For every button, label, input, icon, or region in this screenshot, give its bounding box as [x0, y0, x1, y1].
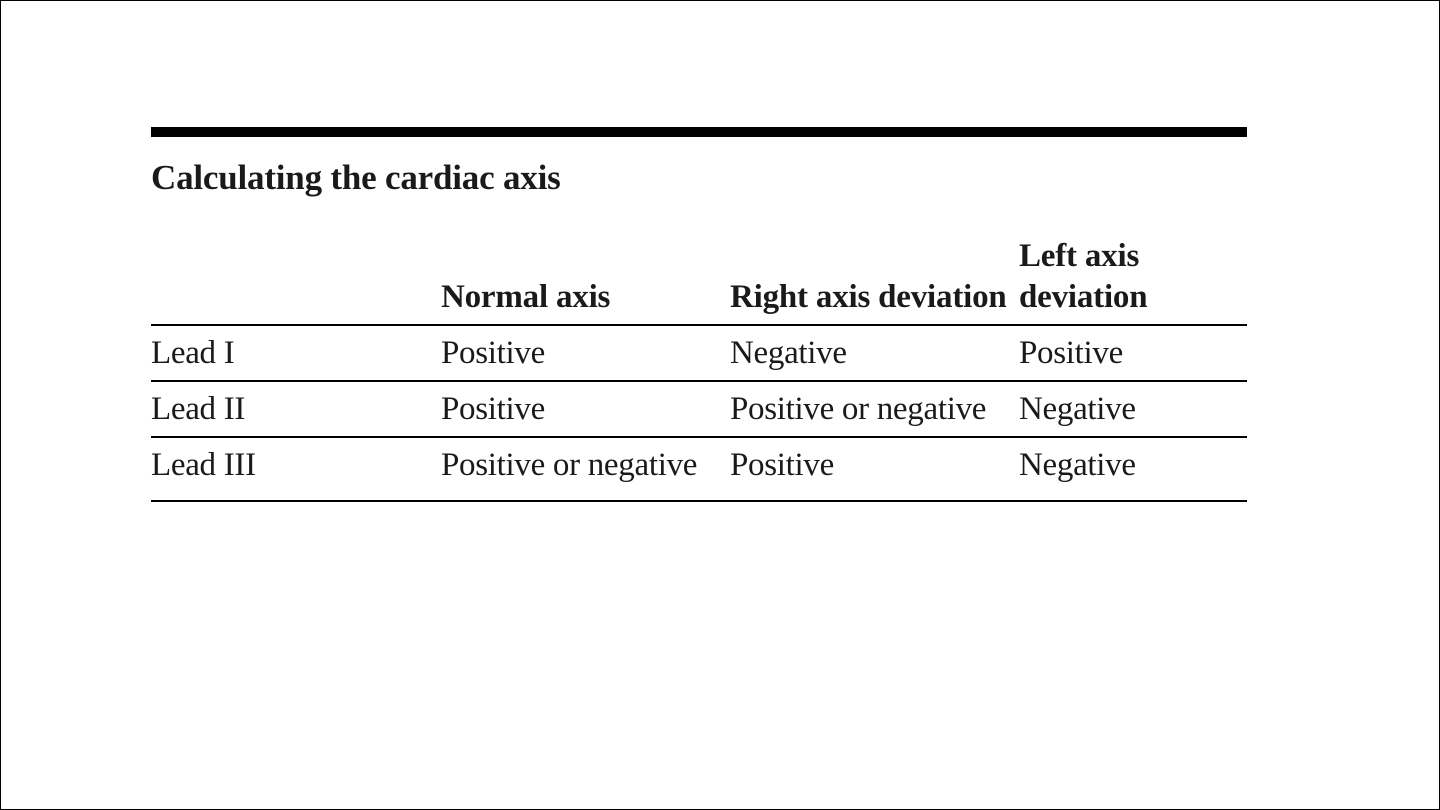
- table-figure: [151, 127, 1247, 502]
- table-title: Calculating the cardiac axis: [151, 158, 561, 197]
- cell-left: Positive: [1019, 325, 1247, 381]
- cardiac-axis-table: [151, 236, 1247, 502]
- cell-lead: Lead II: [151, 381, 441, 437]
- header-normal-axis: Normal axis: [441, 236, 730, 325]
- table-row: [151, 325, 1247, 381]
- table-row: [151, 381, 1247, 437]
- cell-left: Negative: [1019, 437, 1247, 501]
- header-empty: [151, 236, 441, 325]
- cell-left: Negative: [1019, 381, 1247, 437]
- table-row: [151, 437, 1247, 501]
- cell-normal: Positive: [441, 381, 730, 437]
- cell-normal: Positive: [441, 325, 730, 381]
- top-rule: [151, 127, 1247, 137]
- cell-right: Negative: [730, 325, 1019, 381]
- header-left-axis-deviation: Left axis deviation: [1019, 236, 1247, 325]
- cell-right: Positive or negative: [730, 381, 1019, 437]
- cell-lead: Lead I: [151, 325, 441, 381]
- cell-normal: Positive or negative: [441, 437, 730, 501]
- header-right-axis-deviation: Right axis deviation: [730, 236, 1019, 325]
- cell-lead: Lead III: [151, 437, 441, 501]
- table-header-row: [151, 236, 1247, 325]
- cell-right: Positive: [730, 437, 1019, 501]
